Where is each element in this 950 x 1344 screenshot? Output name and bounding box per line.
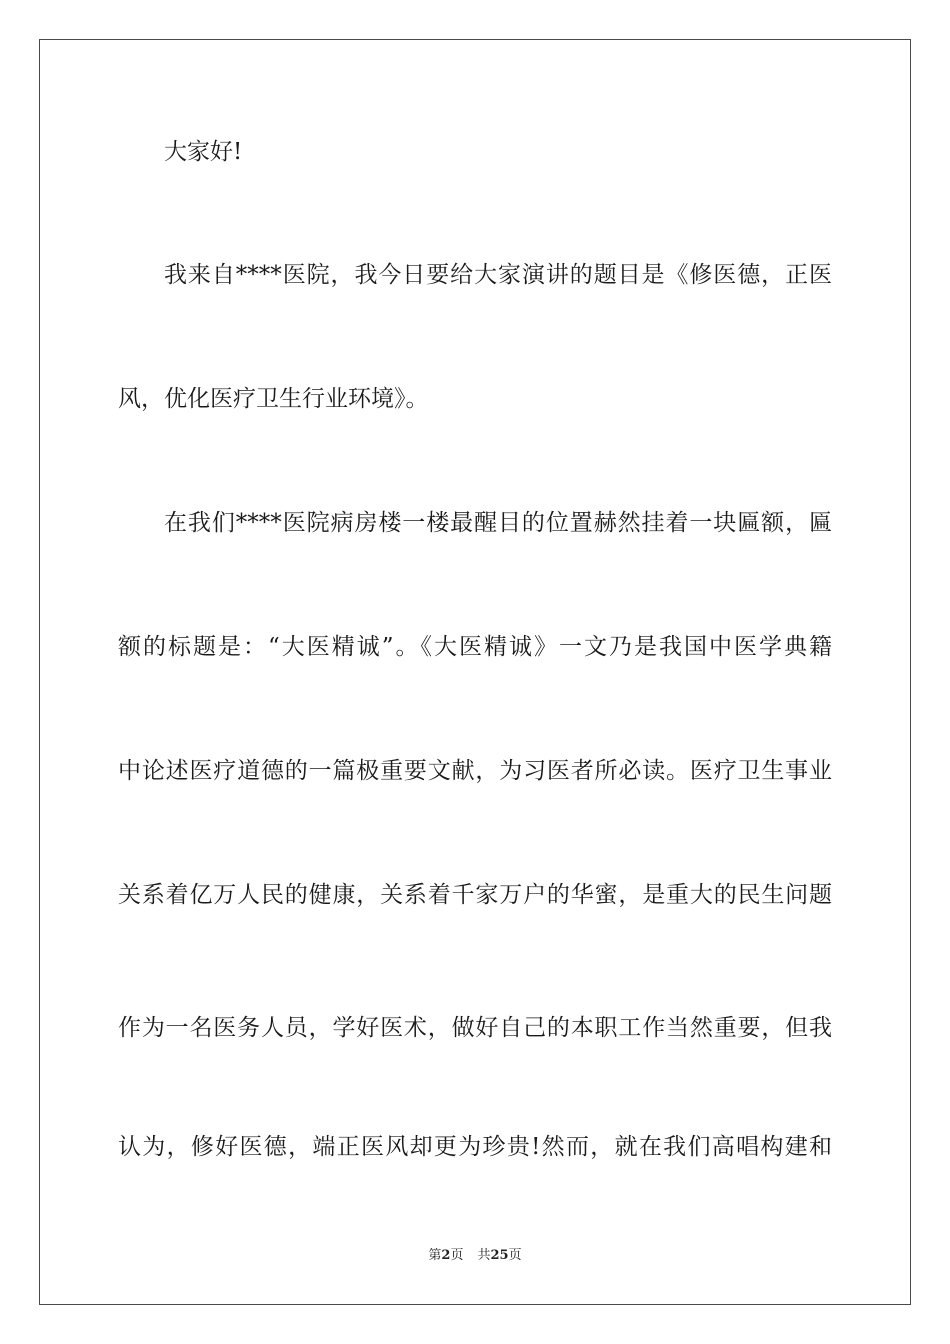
footer-total-suffix: 页 xyxy=(508,1248,522,1263)
paragraph-line: 认为，修好医德，端正医风却更为珍贵!然而，就在我们高唱构建和 xyxy=(118,1134,832,1160)
footer-total-prefix: 共 xyxy=(477,1248,491,1263)
paragraph-line: 关系着亿万人民的健康，关系着千家万户的华蜜，是重大的民生问题 xyxy=(118,882,832,908)
paragraph-line: 额的标题是：“大医精诚”。《大医精诚》一文乃是我国中医学典籍 xyxy=(118,634,832,660)
footer-page-prefix: 第 xyxy=(428,1248,442,1263)
paragraph-line: 作为一名医务人员，学好医术，做好自己的本职工作当然重要，但我 xyxy=(118,1015,832,1041)
greeting-line: 大家好! xyxy=(164,139,243,165)
footer-page-number: 2 xyxy=(441,1248,451,1263)
page-border xyxy=(39,39,911,1305)
footer-page-suffix: 页 xyxy=(450,1248,464,1263)
footer-total-pages: 25 xyxy=(490,1248,509,1263)
paragraph-line: 中论述医疗道德的一篇极重要文献，为习医者所必读。医疗卫生事业 xyxy=(118,758,832,784)
page-footer xyxy=(0,1247,950,1265)
paragraph-line: 我来自****医院，我今日要给大家演讲的题目是《修医德，正医 xyxy=(164,262,832,288)
paragraph-line: 风，优化医疗卫生行业环境》。 xyxy=(118,386,429,412)
paragraph-line: 在我们****医院病房楼一楼最醒目的位置赫然挂着一块匾额，匾 xyxy=(164,510,832,536)
